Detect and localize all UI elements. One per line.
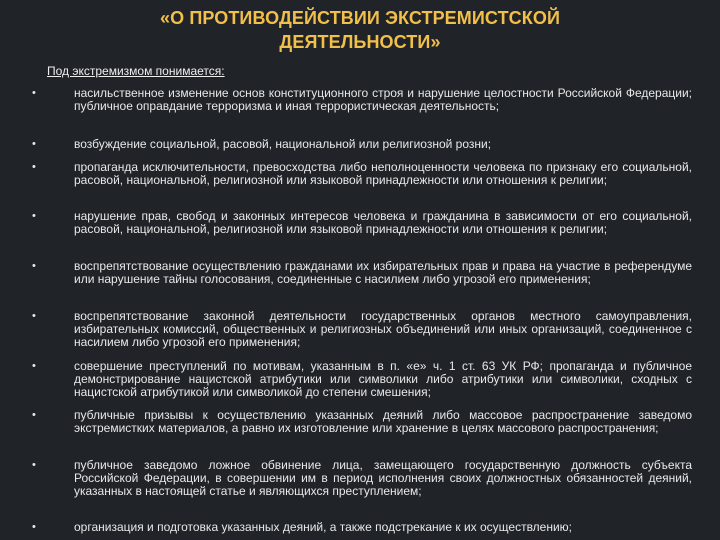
title-line-1: «О ПРОТИВОДЕЙСТВИИ ЭКСТРЕМИСТСКОЙ [160,8,560,28]
list-item-text: совершение преступлений по мотивам, указанным в п. «е» ч. 1 ст. 63 УК РФ; пропаганда и публичное демонстрирование нацистской атрибутики или символики либо атрибутики или символики, сходных с нацистской атрибутикой или символикой до степени смешения; [74,359,692,400]
list-item-text: пропаганда исключительности, превосходства либо неполноценности человека по признаку его социальной, расовой, национальной, религиозной или языковой принадлежности или отношения к религии; [74,160,692,188]
bullet-icon: • [32,161,36,173]
lead-text: Под экстремизмом понимается: [47,64,225,78]
slide-title [0,6,720,54]
bullet-icon: • [32,521,36,533]
bullet-icon: • [32,459,36,471]
list-item-text: воспрепятствование осуществлению гражданами их избирательных прав и права на участие в референдуме или нарушение тайны голосования, соединенные с насилием либо угрозой его применения; [74,259,692,287]
bullet-icon: • [32,310,36,322]
list-item-text: нарушение прав, свобод и законных интересов человека и гражданина в зависимости от его социальной, расовой, национальной, религиозной или языковой принадлежности или отношения к религии; [74,209,692,237]
title-line-2: ДЕЯТЕЛЬНОСТИ» [279,32,441,52]
bullet-icon: • [32,260,36,272]
list-item-text: насильственное изменение основ конституционного строя и нарушение целостности Российской Федерации; публичное оправдание терроризма и иная террористическая деятельность; [74,86,692,114]
list-item-text: публичные призывы к осуществлению указанных деяний либо массовое распространение заведомо экстремистких материалов, а равно их изготовление или хранение в целях массового распространения; [74,408,692,436]
bullet-icon: • [32,138,36,150]
bullet-icon: • [32,87,36,99]
bullet-icon: • [32,210,36,222]
list-item-text: организация и подготовка указанных деяний, а также подстрекание к их осуществлению; [74,520,573,534]
list-item-text: публичное заведомо ложное обвинение лица, замещающего государственную должность субъекта Российской Федерации, в совершении им в период исполнения своих должностных обязанностей деяний, указанных в настоящей статье и являющихся преступлением; [74,458,692,499]
list-item-text: воспрепятствование законной деятельности государственных органов местного самоуправления, избирательных комиссий, общественных и религиозных объединений или иных организаций, соединенное с насилием либо угрозой его применения; [74,309,692,350]
bullet-icon: • [32,360,36,372]
list-item-text: возбуждение социальной, расовой, национальной или религиозной розни; [74,137,492,151]
bullet-icon: • [32,409,36,421]
